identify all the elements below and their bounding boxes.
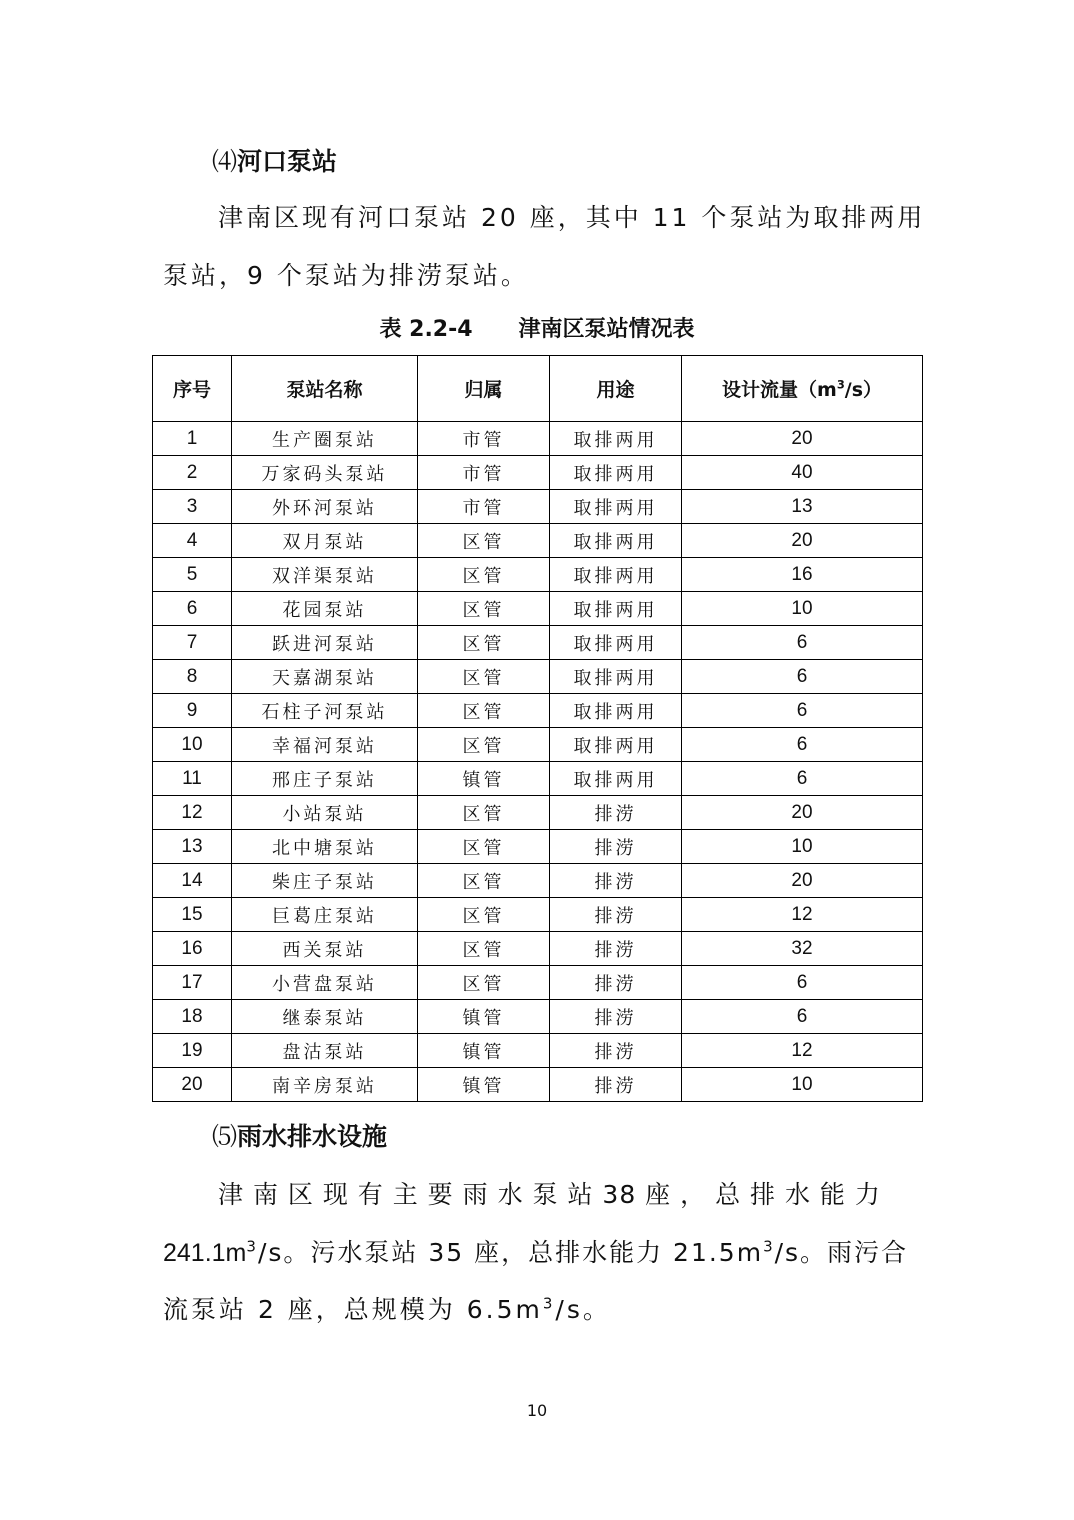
design-flow-cell: 13 — [682, 490, 923, 524]
design-flow-cell: 20 — [682, 422, 923, 456]
table-row — [153, 932, 923, 966]
purpose-cell: 排涝 — [550, 966, 682, 1000]
station-name-cell: 花园泵站 — [232, 592, 418, 626]
row-index-cell: 8 — [153, 660, 232, 694]
ownership-cell: 区管 — [418, 694, 550, 728]
purpose-cell: 取排两用 — [550, 694, 682, 728]
section-5-paragraph-line-3 — [163, 1290, 611, 1326]
table-caption: 表 2.2-4 津南区泵站情况表 — [379, 317, 695, 342]
design-flow-cell: 32 — [682, 932, 923, 966]
ownership-cell: 镇管 — [418, 1068, 550, 1102]
text-run: /s。污水泵站 35 座，总排水能力 21.5m — [257, 1238, 764, 1267]
design-flow-cell: 6 — [682, 762, 923, 796]
table-row — [153, 966, 923, 1000]
row-index-cell: 19 — [153, 1034, 232, 1068]
table-row — [153, 898, 923, 932]
design-flow-cell: 6 — [682, 694, 923, 728]
table-row — [153, 1034, 923, 1068]
purpose-cell: 取排两用 — [550, 660, 682, 694]
table-row — [153, 592, 923, 626]
row-index-cell: 3 — [153, 490, 232, 524]
table-row — [153, 524, 923, 558]
section-5-title: 雨水排水设施 — [237, 1122, 388, 1151]
row-index-cell: 7 — [153, 626, 232, 660]
row-index-cell: 9 — [153, 694, 232, 728]
ownership-cell: 区管 — [418, 830, 550, 864]
design-flow-cell: 16 — [682, 558, 923, 592]
purpose-cell: 排涝 — [550, 1000, 682, 1034]
purpose-cell: 取排两用 — [550, 524, 682, 558]
ownership-cell: 区管 — [418, 966, 550, 1000]
design-flow-cell: 12 — [682, 1034, 923, 1068]
row-index-cell: 11 — [153, 762, 232, 796]
design-flow-cell: 6 — [682, 660, 923, 694]
design-flow-cell: 6 — [682, 1000, 923, 1034]
ownership-cell: 区管 — [418, 524, 550, 558]
purpose-cell: 排涝 — [550, 796, 682, 830]
purpose-cell: 取排两用 — [550, 762, 682, 796]
table-row — [153, 490, 923, 524]
section-5-paragraph-line-2 — [163, 1233, 908, 1269]
table-row — [153, 830, 923, 864]
design-flow-cell: 20 — [682, 796, 923, 830]
superscript: 3 — [246, 1237, 258, 1256]
ownership-cell: 区管 — [418, 728, 550, 762]
section-4-number: ⑷ — [212, 147, 238, 176]
purpose-cell: 取排两用 — [550, 422, 682, 456]
purpose-cell: 排涝 — [550, 898, 682, 932]
purpose-cell: 排涝 — [550, 1068, 682, 1102]
table-row — [153, 1000, 923, 1034]
table-row — [153, 626, 923, 660]
text-run: /s。雨污合 — [774, 1238, 909, 1267]
row-index-cell: 18 — [153, 1000, 232, 1034]
table-row — [153, 1068, 923, 1102]
row-index-cell: 2 — [153, 456, 232, 490]
header-purpose: 用途 — [550, 356, 682, 422]
ownership-cell: 市管 — [418, 422, 550, 456]
table-row — [153, 796, 923, 830]
table-row — [153, 660, 923, 694]
row-index-cell: 17 — [153, 966, 232, 1000]
section-4-paragraph-line-2: 泵站，9 个泵站为排涝泵站。 — [163, 261, 529, 290]
row-index-cell: 1 — [153, 422, 232, 456]
ownership-cell: 区管 — [418, 898, 550, 932]
design-flow-cell: 10 — [682, 1068, 923, 1102]
header-design-flow-label: 设计流量（m — [722, 379, 837, 401]
row-index-cell: 10 — [153, 728, 232, 762]
purpose-cell: 排涝 — [550, 864, 682, 898]
design-flow-cell: 20 — [682, 524, 923, 558]
purpose-cell: 取排两用 — [550, 558, 682, 592]
station-name-cell: 万家码头泵站 — [232, 456, 418, 490]
station-name-cell: 盘沽泵站 — [232, 1034, 418, 1068]
section-5-number: ⑸ — [212, 1122, 238, 1151]
table-row — [153, 864, 923, 898]
purpose-cell: 取排两用 — [550, 728, 682, 762]
station-name-cell: 双洋渠泵站 — [232, 558, 418, 592]
text-run: /s。 — [555, 1295, 611, 1324]
ownership-cell: 区管 — [418, 932, 550, 966]
station-name-cell: 继泰泵站 — [232, 1000, 418, 1034]
section-5-heading — [212, 1117, 387, 1153]
section-4-paragraph-line-1: 津南区现有河口泵站 20 座，其中 11 个泵站为取排两用 — [218, 203, 926, 232]
text-run: 流泵站 2 座，总规模为 6.5m — [163, 1295, 543, 1324]
ownership-cell: 市管 — [418, 490, 550, 524]
page-number: 10 — [526, 1401, 548, 1420]
station-name-cell: 跃进河泵站 — [232, 626, 418, 660]
superscript: 3 — [763, 1237, 775, 1256]
ownership-cell: 区管 — [418, 626, 550, 660]
header-design-flow-sup: 3 — [836, 377, 845, 392]
header-ownership: 归属 — [418, 356, 550, 422]
design-flow-cell: 20 — [682, 864, 923, 898]
header-index: 序号 — [153, 356, 232, 422]
ownership-cell: 镇管 — [418, 762, 550, 796]
station-name-cell: 小站泵站 — [232, 796, 418, 830]
ownership-cell: 区管 — [418, 592, 550, 626]
row-index-cell: 15 — [153, 898, 232, 932]
section-4-title: 河口泵站 — [237, 147, 338, 176]
design-flow-cell: 12 — [682, 898, 923, 932]
section-5-paragraph-line-1: 津 南 区 现 有 主 要 雨 水 泵 站 38 座 ， 总 排 水 能 力 — [218, 1180, 881, 1209]
row-index-cell: 5 — [153, 558, 232, 592]
station-name-cell: 巨葛庄泵站 — [232, 898, 418, 932]
design-flow-cell: 40 — [682, 456, 923, 490]
station-name-cell: 邢庄子泵站 — [232, 762, 418, 796]
design-flow-cell: 10 — [682, 830, 923, 864]
design-flow-cell: 6 — [682, 728, 923, 762]
purpose-cell: 排涝 — [550, 932, 682, 966]
station-name-cell: 南辛房泵站 — [232, 1068, 418, 1102]
station-name-cell: 天嘉湖泵站 — [232, 660, 418, 694]
station-name-cell: 幸福河泵站 — [232, 728, 418, 762]
design-flow-cell: 6 — [682, 966, 923, 1000]
table-row — [153, 456, 923, 490]
station-name-cell: 北中塘泵站 — [232, 830, 418, 864]
row-index-cell: 4 — [153, 524, 232, 558]
header-station-name: 泵站名称 — [232, 356, 418, 422]
table-header-row — [153, 356, 923, 422]
table-row — [153, 762, 923, 796]
row-index-cell: 6 — [153, 592, 232, 626]
table-row — [153, 558, 923, 592]
section-4-heading — [212, 142, 337, 178]
purpose-cell: 排涝 — [550, 1034, 682, 1068]
purpose-cell: 排涝 — [550, 830, 682, 864]
purpose-cell: 取排两用 — [550, 592, 682, 626]
purpose-cell: 取排两用 — [550, 456, 682, 490]
station-name-cell: 柴庄子泵站 — [232, 864, 418, 898]
text-run: 241.1m — [163, 1239, 247, 1267]
header-design-flow-unit: /s） — [844, 379, 882, 401]
purpose-cell: 取排两用 — [550, 626, 682, 660]
station-name-cell: 石柱子河泵站 — [232, 694, 418, 728]
purpose-cell: 取排两用 — [550, 490, 682, 524]
table-row — [153, 422, 923, 456]
row-index-cell: 13 — [153, 830, 232, 864]
row-index-cell: 16 — [153, 932, 232, 966]
station-name-cell: 双月泵站 — [232, 524, 418, 558]
ownership-cell: 镇管 — [418, 1034, 550, 1068]
station-name-cell: 外环河泵站 — [232, 490, 418, 524]
ownership-cell: 区管 — [418, 660, 550, 694]
ownership-cell: 区管 — [418, 558, 550, 592]
ownership-cell: 区管 — [418, 796, 550, 830]
station-name-cell: 小营盘泵站 — [232, 966, 418, 1000]
row-index-cell: 14 — [153, 864, 232, 898]
table-row — [153, 694, 923, 728]
header-design-flow — [682, 356, 923, 422]
station-name-cell: 西关泵站 — [232, 932, 418, 966]
station-name-cell: 生产圈泵站 — [232, 422, 418, 456]
row-index-cell: 20 — [153, 1068, 232, 1102]
table-row — [153, 728, 923, 762]
row-index-cell: 12 — [153, 796, 232, 830]
design-flow-cell: 10 — [682, 592, 923, 626]
ownership-cell: 市管 — [418, 456, 550, 490]
ownership-cell: 区管 — [418, 864, 550, 898]
pump-station-table — [152, 355, 923, 1102]
superscript: 3 — [542, 1294, 556, 1313]
design-flow-cell: 6 — [682, 626, 923, 660]
ownership-cell: 镇管 — [418, 1000, 550, 1034]
